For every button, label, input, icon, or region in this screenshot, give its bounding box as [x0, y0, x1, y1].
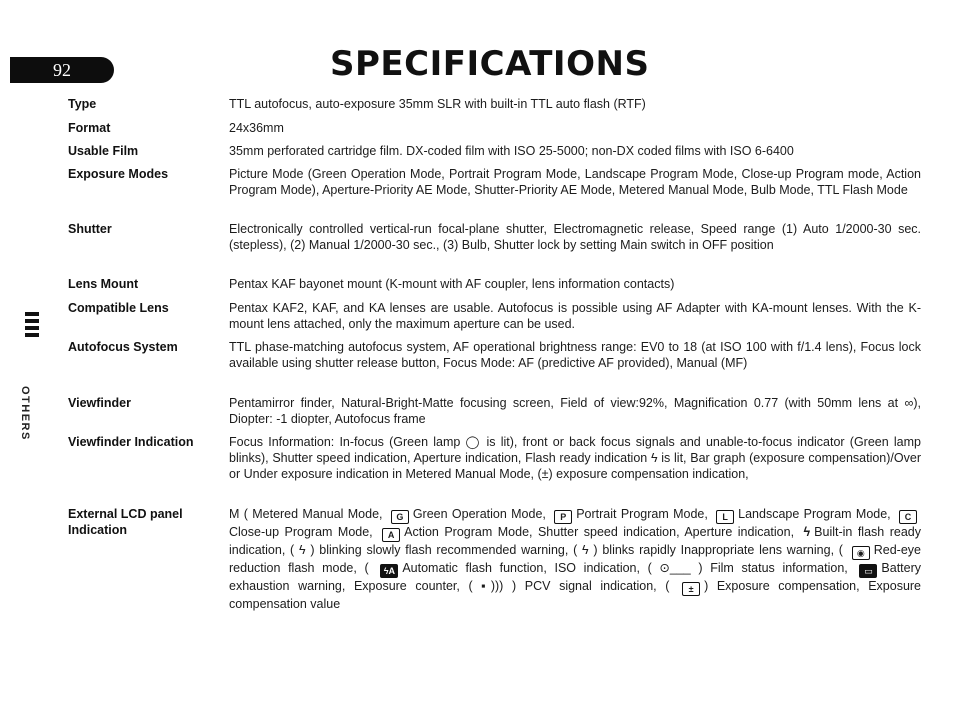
- spec-value: Electronically controlled vertical-run focal-plane shutter, Electromagnetic release, Speed range (1) Auto 1/2000-30 sec. (stepless), (2) Manual 1/2000-30 sec., (3) Bulb, Shutter lock by setting Main switch in OFF position: [229, 222, 921, 252]
- spec-value: Pentax KAF2, KAF, and KA lenses are usable. Autofocus is possible using AF Adapter with KA-mount lenses. With the K-mount lens attached, only the maximum aperture can be used.: [229, 301, 921, 331]
- spec-label: Lens Mount: [68, 277, 139, 291]
- spec-value: Pentax KAF bayonet mount (K-mount with AF coupler, lens information contacts): [229, 277, 675, 291]
- spec-value: Focus Information: In-focus (Green lamp ◯ is lit), front or back focus signals and unable-to-focus indicator (Green lamp blinks), Shutter speed indication, Aperture indication, Flash ready indication ϟ is lit, Bar graph (exposure compensation)/Over or Under exposure indication in Metered Manual Mode, (±) exposure compensation indication,: [229, 435, 921, 481]
- spec-label: [68, 506, 218, 538]
- lcd-indication-text: ) Exposure compensation, Exposure compensation value: [229, 579, 922, 611]
- spec-label-line: Indication: [68, 523, 128, 537]
- closeup-mode-icon: C: [899, 510, 917, 524]
- spec-label: Format: [68, 121, 111, 135]
- section-label: OTHERS: [19, 386, 31, 441]
- page-number: 92: [10, 57, 114, 83]
- spec-label: Shutter: [68, 222, 112, 236]
- landscape-mode-icon: L: [716, 510, 734, 524]
- spec-label-line: External LCD panel: [68, 507, 183, 521]
- lcd-indication-text: Red-eye reduction flash mode, (: [229, 543, 921, 575]
- spec-label: Viewfinder: [68, 396, 131, 410]
- lcd-indication-text: Green Operation Mode,: [412, 507, 551, 521]
- spec-label: Exposure Modes: [68, 167, 169, 181]
- spec-value: 35mm perforated cartridge film. DX-coded film with ISO 25-5000; non-DX coded films with ISO 6-6400: [229, 144, 794, 158]
- green-mode-icon: G: [391, 510, 409, 524]
- spec-value: 24x36mm: [229, 121, 284, 135]
- spec-value: TTL autofocus, auto-exposure 35mm SLR with built-in TTL auto flash (RTF): [229, 97, 646, 111]
- lcd-indication-text: Automatic flash function, ISO indication, ( ⊙___ ) Film status information,: [402, 561, 856, 575]
- auto-flash-icon: ϟA: [380, 564, 398, 578]
- battery-icon: ▭: [859, 564, 877, 578]
- lcd-indication-text: Built-in flash ready indication, ( ϟ ) blinking slowly flash recommended warning, ( ϟ ) blinks rapidly Inappropriate lens warning, (: [229, 525, 921, 557]
- spec-value: Picture Mode (Green Operation Mode, Portrait Program Mode, Landscape Program Mode, Close-up Program mode, Action Program Mode), Aperture-Priority AE Mode, Shutter-Priority AE Mode, Metered Manual Mode, Bulb Mode, TTL Flash Mode: [229, 167, 921, 197]
- lcd-indication-text: M ( Metered Manual Mode,: [229, 507, 387, 521]
- red-eye-icon: ◉: [852, 546, 870, 560]
- spec-value: TTL phase-matching autofocus system, AF operational brightness range: EV0 to 18 (at ISO 100 with f/1.4 lens), Focus lock available using shutter release button, Focus Mode: AF (predictive AF provided), Manual (MF): [229, 340, 921, 370]
- exposure-comp-icon: ±: [682, 582, 700, 596]
- lcd-indication-text: Portrait Program Mode,: [576, 507, 713, 521]
- page-title: SPECIFICATIONS: [330, 44, 650, 84]
- portrait-mode-icon: P: [554, 510, 572, 524]
- spec-label: Autofocus System: [68, 340, 178, 354]
- lcd-indication-text: Action Program Mode, Shutter speed indication, Aperture indication,: [404, 525, 800, 539]
- spec-value: Pentamirror finder, Natural-Bright-Matte focusing screen, Field of view:92%, Magnification 0.77 (with 50mm lens at ∞), Diopter: -1 diopter, Autofocus frame: [229, 396, 921, 426]
- lcd-indication-text: Battery exhaustion warning, Exposure counter, ( ▪))) ) PCV signal indication, (: [229, 561, 922, 593]
- spec-label: Viewfinder Indication: [68, 435, 194, 449]
- lcd-indication-text: Close-up Program Mode,: [229, 525, 379, 539]
- lcd-indication-text: Landscape Program Mode,: [738, 507, 895, 521]
- flash-icon: ϟ: [803, 525, 811, 539]
- section-tab-marks: [25, 312, 39, 340]
- action-mode-icon: A: [382, 528, 400, 542]
- spec-label: Compatible Lens: [68, 301, 169, 315]
- spec-label: Type: [68, 97, 97, 111]
- spec-label: Usable Film: [68, 144, 139, 158]
- spec-value: [229, 506, 921, 612]
